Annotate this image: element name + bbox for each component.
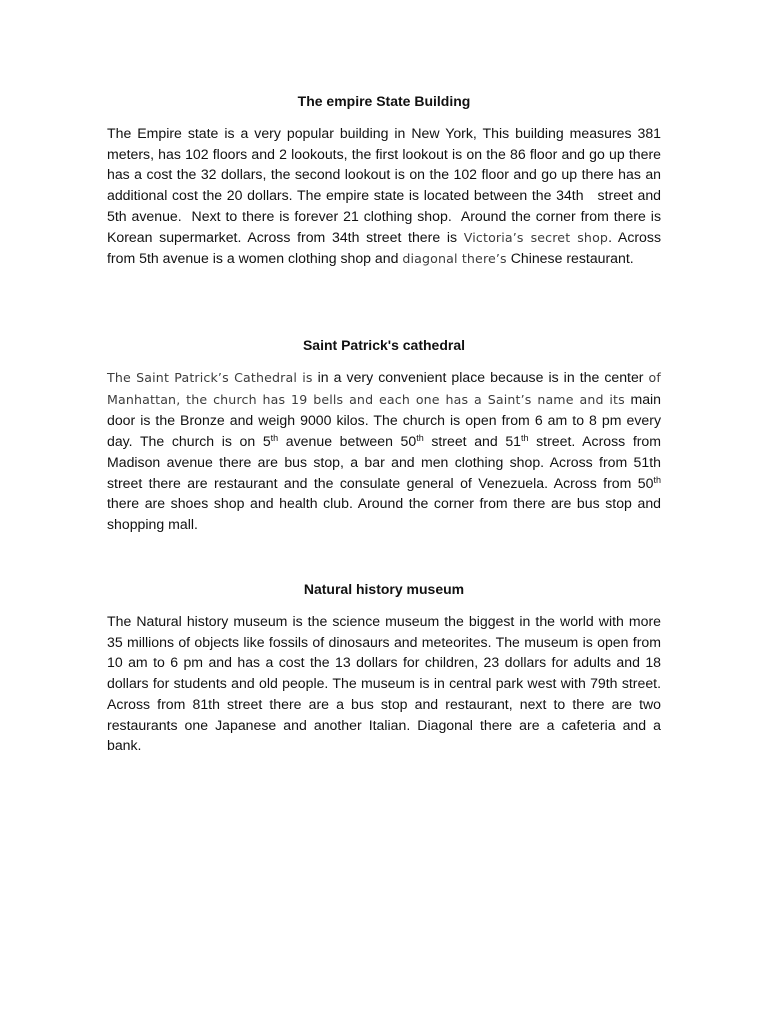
body-text: avenue between 50 <box>278 433 417 450</box>
body-text: . Across from 5th avenue is a women clothing shop and <box>107 228 661 267</box>
body-text: street. Across from Madison avenue there are bus stop, a bar and men clothing shop. Across from 51th street there are restaurant and the consulate general of Venezuela. Across from 50 <box>107 433 662 491</box>
section-saint-patricks <box>107 335 661 535</box>
body-text: Chinese restaurant. <box>506 250 634 267</box>
body-text: there are shoes shop and health club. Around the corner from there are bus stop and shopping mall. <box>107 495 661 532</box>
ordinal-suffix: th <box>521 433 529 444</box>
body-text: The Natural history museum is the science museum the biggest in the world with more 35 millions of objects like fossils of dinosaurs and meteorites. The museum is open from 10 am to 6 pm and has a cost the 13 dollars for children, 23 dollars for adults and 18 dollars for students and old people. The museum is in central park west with 79th street. Across from 81th street there are a bus stop and restaurant, next to there are two restaurants one Japanese and another Italian. Diagonal there are a cafeteria and a bank. <box>107 613 661 754</box>
body-text: street and 51 <box>423 433 522 450</box>
section-title: The empire State Building <box>297 93 471 109</box>
body-text: diagonal there’s <box>402 251 507 267</box>
section-body <box>107 123 661 270</box>
ordinal-suffix: th <box>653 474 661 485</box>
body-text: Victoria’s secret shop <box>463 229 609 245</box>
body-text: The Saint Patrick’s Cathedral is <box>107 370 313 385</box>
ordinal-suffix: th <box>416 433 424 444</box>
body-text: in a very convenient place because is in the center <box>312 369 649 385</box>
body-text: of Manhattan, the church has 19 bells and each one has a Saint’s name and its <box>107 370 661 407</box>
body-text: main door is the Bronze and weigh 9000 kilos. The church is open from 6 am to 8 pm every day. The church is on 5 <box>107 390 662 450</box>
section-natural-history <box>107 579 661 756</box>
section-empire-state <box>107 91 661 270</box>
section-title: Saint Patrick's cathedral <box>302 337 466 353</box>
ordinal-suffix: th <box>270 433 279 444</box>
body-text: The Empire state is a very popular building in New York, This building measures 381 meters, has 102 floors and 2 lookouts, the first lookout is on the 86 floor and go up there has a cost the 32 dollars, the second lookout is on the 102 floor and go up there has an additional cost the 20 dollars. The empire state is located between the 34th street and 5th avenue. Next to there is forever 21 clothing shop. Around the corner from there is Korean supermarket. Across from 34th street there is <box>107 125 661 245</box>
section-body <box>107 367 661 535</box>
section-title: Natural history museum <box>303 581 465 597</box>
section-body <box>107 611 661 756</box>
